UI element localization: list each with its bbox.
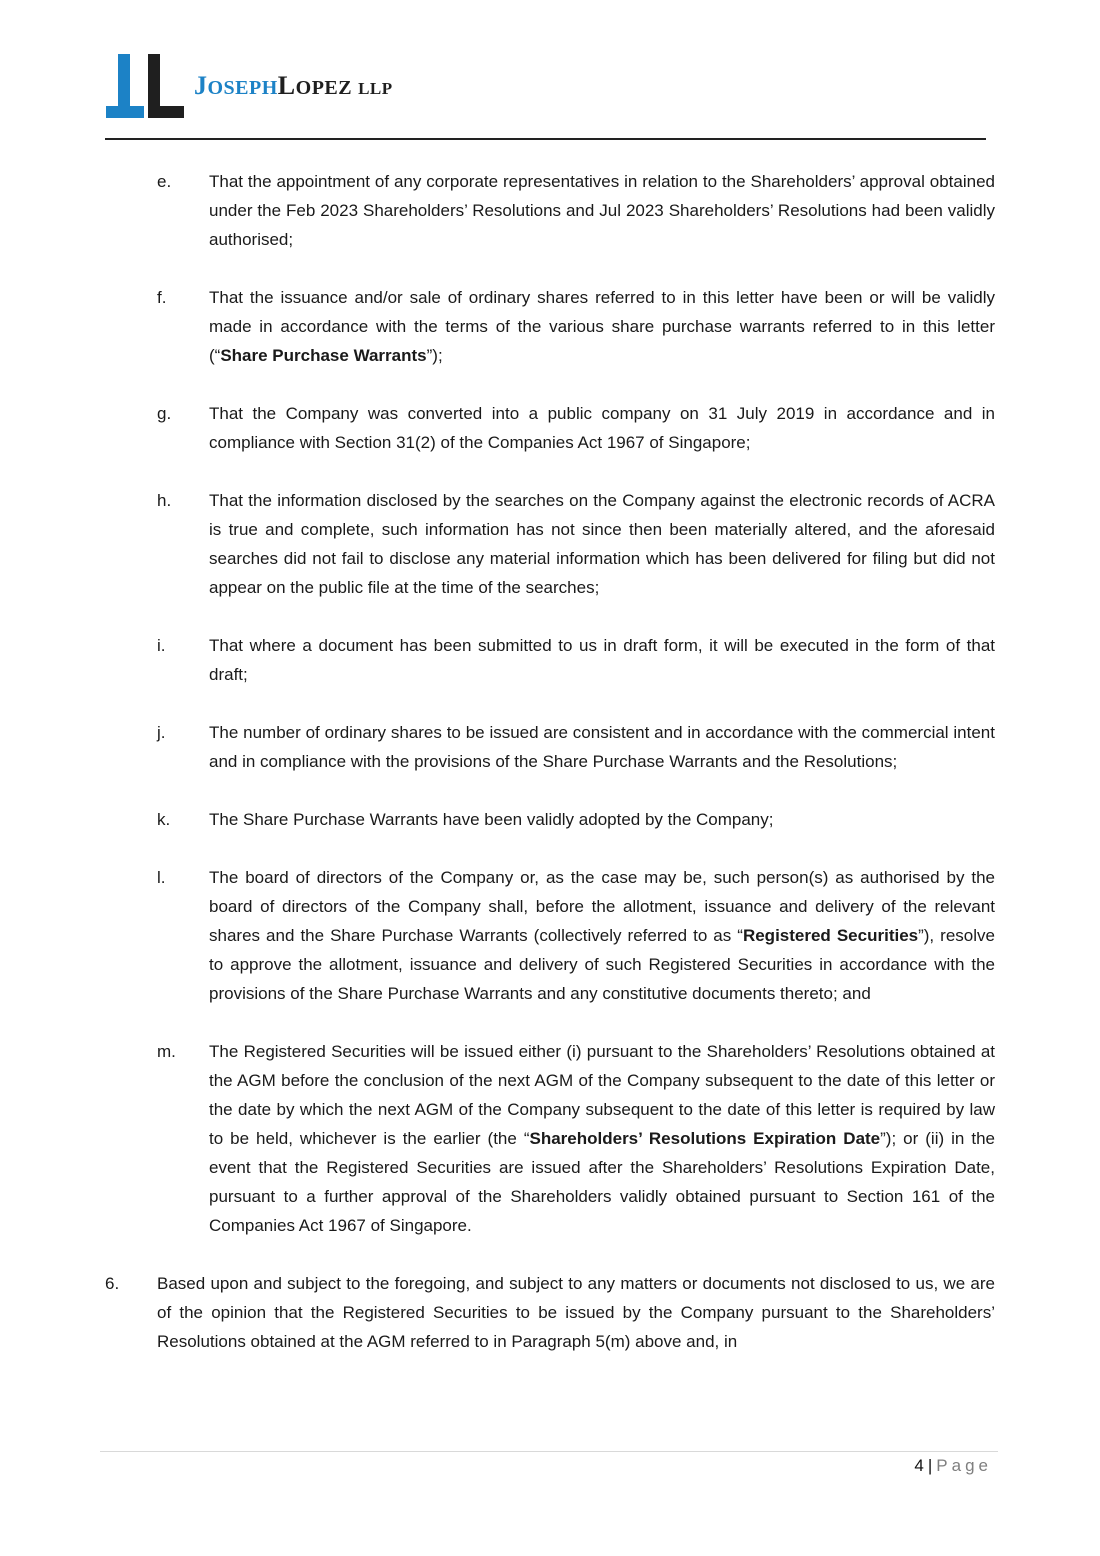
firm-name-suffix: LLP — [358, 79, 393, 98]
page-footer — [914, 1456, 992, 1476]
text-run: That the Company was converted into a public company on 31 July 2019 in accordance and in compliance with Section 31(2) of the Companies Act 1967 of Singapore; — [209, 404, 995, 452]
page-number: 4 — [914, 1456, 924, 1475]
footer-divider — [100, 1451, 998, 1452]
defined-term: Shareholders’ Resolutions Expiration Date — [529, 1129, 881, 1148]
firm-logo-icon — [104, 54, 184, 118]
list-item — [0, 399, 1100, 457]
list-item-label: i. — [157, 636, 166, 655]
firm-name — [194, 71, 393, 101]
list-item-label: f. — [157, 288, 167, 307]
list-item — [0, 1037, 1100, 1240]
defined-term: Registered Securities — [742, 926, 919, 945]
list-item-label: h. — [157, 491, 172, 510]
text-run: That the appointment of any corporate representatives in relation to the Shareholders’ approval obtained under the Feb 2023 Shareholders’ Resolutions and Jul 2023 Shareholders’ Resolutions had been validly authorised; — [209, 172, 995, 249]
firm-name-first-rest: OSEPH — [207, 77, 278, 99]
text-run: ”); — [426, 346, 443, 365]
text-run: That where a document has been submitted to us in draft form, it will be executed in the form of that draft; — [209, 636, 995, 684]
text-run: The Registered Securities will be issued either (i) pursuant to the Shareholders’ Resolutions obtained at the AGM before the conclusion of the next AGM of the Company subsequent to the date of this letter or the date by which the next AGM of the Company subsequent to the date of this letter is required by law to be held, whichever is the earlier (the “ — [209, 1042, 995, 1148]
list-item-text — [209, 167, 995, 254]
paragraph-text: Based upon and subject to the foregoing, and subject to any matters or documents not disclosed to us, we are of the opinion that the Registered Securities to be issued by the Company pursuant to the Shareholders’ Resolutions obtained at the AGM referred to in Paragraph 5(m) above and, in — [157, 1274, 995, 1351]
text-run: That the information disclosed by the searches on the Company against the electronic records of ACRA is true and complete, such information has not since then been materially altered, and the aforesaid searches did not fail to disclose any material information which has been delivered for filing but did not appear on the public file at the time of the searches; — [209, 491, 995, 597]
list-item-text — [209, 718, 995, 776]
list-item-label: m. — [157, 1042, 176, 1061]
firm-name-second-rest: OPEZ — [295, 77, 353, 99]
list-item — [0, 486, 1100, 602]
document-body — [0, 167, 1100, 1385]
list-item-label: g. — [157, 404, 172, 423]
list-item-text — [209, 283, 995, 370]
list-item — [0, 718, 1100, 776]
list-item-text — [209, 631, 995, 689]
list-item-label: j. — [157, 723, 166, 742]
list-item — [0, 167, 1100, 254]
paragraph-6 — [0, 1269, 1100, 1356]
list-item — [0, 283, 1100, 370]
list-item-label: e. — [157, 172, 172, 191]
list-item-text — [209, 863, 995, 1008]
list-item-label: l. — [157, 868, 166, 887]
text-run: The Share Purchase Warrants have been validly adopted by the Company; — [209, 810, 774, 829]
page-separator: | — [927, 1456, 933, 1475]
list-item — [0, 631, 1100, 689]
list-item-label: k. — [157, 810, 171, 829]
text-run: The number of ordinary shares to be issued are consistent and in accordance with the commercial intent and in compliance with the provisions of the Share Purchase Warrants and the Resolutions; — [209, 723, 995, 771]
list-item — [0, 863, 1100, 1008]
list-item-text — [209, 805, 995, 834]
list-item-text — [209, 399, 995, 457]
list-item-text — [209, 486, 995, 602]
text-run: ”), resolve to approve the allotment, issuance and delivery of such Registered Securities in accordance with the provisions of the Share Purchase Warrants and any constitutive documents thereto; and — [209, 926, 995, 1003]
text-run: That the issuance and/or sale of ordinary shares referred to in this letter have been or will be validly made in accordance with the terms of the various share purchase warrants referred to in this letter (“ — [209, 288, 995, 365]
assumption-list — [0, 167, 1100, 1240]
letterhead — [104, 54, 504, 118]
firm-name-first-initial: J — [194, 71, 208, 100]
defined-term: Share Purchase Warrants — [220, 346, 427, 365]
firm-name-second-initial: L — [277, 71, 296, 100]
list-item-text — [209, 1037, 995, 1240]
page-word: Page — [936, 1456, 992, 1475]
header-divider — [105, 138, 986, 140]
text-run: The board of directors of the Company or, as the case may be, such person(s) as authorised by the board of directors of the Company shall, before the allotment, issuance and delivery of the relevant shares and the Share Purchase Warrants (collectively referred to as “ — [209, 868, 995, 945]
list-item — [0, 805, 1100, 834]
text-run: ”); or (ii) in the event that the Registered Securities are issued after the Shareholders’ Resolutions Expiration Date, pursuant to a further approval of the Shareholders validly obtained pursuant to Section 161 of the Companies Act 1967 of Singapore. — [209, 1129, 995, 1235]
paragraph-number: 6. — [105, 1274, 120, 1293]
